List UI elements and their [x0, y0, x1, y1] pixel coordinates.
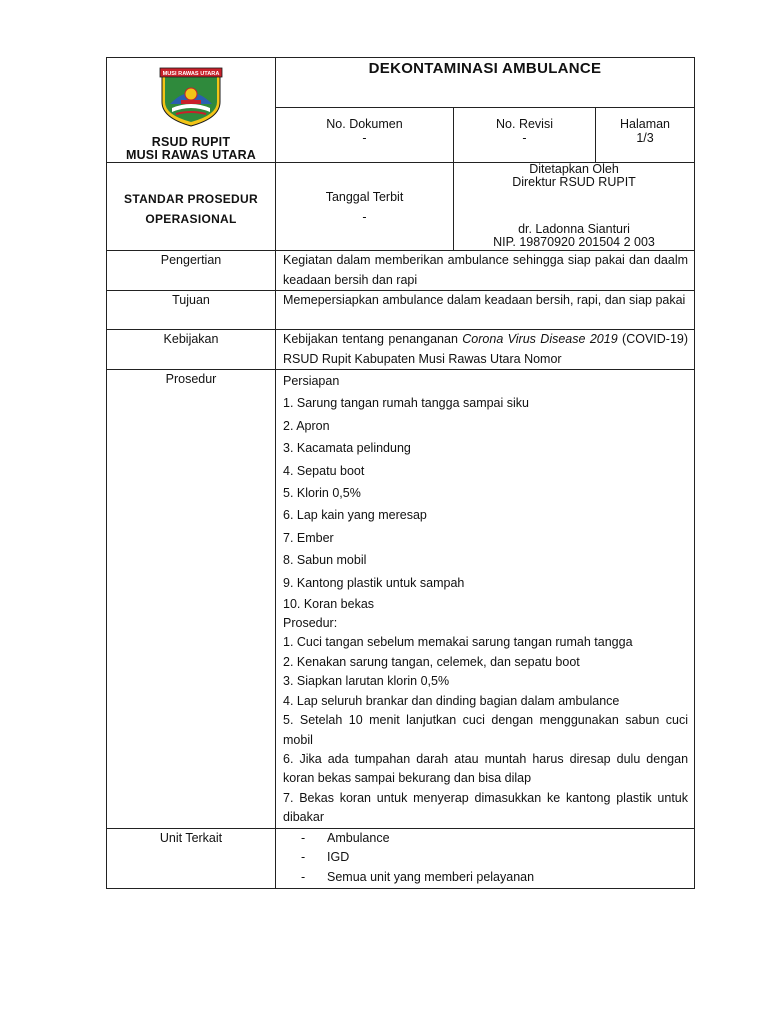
page-label: Halaman — [619, 117, 671, 132]
preparation-item: 7. Ember — [283, 530, 334, 545]
svg-text:MUSI RAWAS UTARA: MUSI RAWAS UTARA — [162, 71, 220, 77]
preparation-item: 8. Sabun mobil — [283, 553, 367, 568]
sop-title-line2: OPERASIONAL — [145, 212, 237, 226]
preparation-item: 3. Kacamata pelindung — [283, 441, 411, 456]
dash-bullet: - — [301, 830, 306, 845]
preparation-title: Persiapan — [283, 374, 340, 388]
unit-content — [276, 828, 695, 888]
unit-label: Unit Terkait — [107, 828, 276, 888]
preparation-item: 5. Klorin 0,5% — [283, 486, 361, 501]
preparation-item: 6. Lap kain yang meresap — [283, 508, 427, 523]
kebijakan-label: Kebijakan — [107, 330, 276, 370]
unit-name: Ambulance — [327, 830, 390, 845]
list-item — [276, 868, 694, 888]
document-title: DEKONTAMINASI AMBULANCE — [276, 58, 695, 108]
tujuan-text: Memepersiapkan ambulance dalam keadaan bersih, rapi, dan siap pakai — [276, 291, 695, 330]
procedure-step: 1. Cuci tangan sebelum memakai sarung tangan rumah tangga — [283, 635, 633, 650]
unit-name: IGD — [327, 850, 350, 865]
page-cell — [596, 108, 695, 163]
list-item — [276, 829, 694, 849]
revision-value: - — [522, 131, 527, 146]
preparation-item: 4. Sepatu boot — [283, 463, 365, 478]
org-region: MUSI RAWAS UTARA — [125, 148, 257, 162]
preparation-item: 9. Kantong plastik untuk sampah — [283, 575, 465, 590]
regency-emblem-icon — [156, 64, 226, 128]
regency-logo — [156, 64, 226, 128]
dash-bullet: - — [301, 850, 306, 865]
issue-date-value: - — [362, 210, 367, 224]
procedure-step: 3. Siapkan larutan klorin 0,5% — [283, 674, 450, 689]
org-name: RSUD RUPIT — [151, 135, 231, 149]
issue-date-label: Tanggal Terbit — [325, 190, 404, 204]
sop-title-line1: STANDAR PROSEDUR — [124, 192, 258, 206]
kebijakan-text-part1: Kebijakan tentang penanganan — [283, 332, 463, 346]
kebijakan-text — [276, 330, 695, 370]
prosedur-content — [276, 370, 695, 829]
kebijakan-text-italic: Corona Virus Disease 2019 — [462, 332, 618, 346]
pengertian-label: Pengertian — [107, 251, 276, 291]
sop-table — [106, 57, 695, 889]
procedure-step: 7. Bekas koran untuk menyerap dimasukkan ke kantong plastik untuk dibakar — [283, 790, 689, 825]
steps-title: Prosedur: — [283, 616, 338, 631]
preparation-item: 10. Koran bekas — [283, 597, 375, 612]
unit-name: Semua unit yang memberi pelayanan — [327, 869, 535, 884]
procedure-step: 4. Lap seluruh brankar dan dinding bagian dalam ambulance — [283, 693, 620, 708]
sop-title-cell — [107, 163, 276, 251]
preparation-item: 2. Apron — [283, 418, 330, 433]
page-value: 1/3 — [636, 131, 654, 146]
tujuan-label: Tujuan — [107, 291, 276, 330]
list-item — [276, 848, 694, 868]
approved-by-line2: Direktur RSUD RUPIT — [512, 175, 636, 189]
revision-cell — [454, 108, 596, 163]
prosedur-label: Prosedur — [107, 370, 276, 829]
procedure-step: 5. Setelah 10 menit lanjutkan cuci dengan menggunakan sabun cuci mobil — [283, 713, 689, 747]
procedure-step: 2. Kenakan sarung tangan, celemek, dan sepatu boot — [283, 654, 580, 669]
doc-number-value: - — [362, 131, 367, 146]
logo-cell — [107, 58, 276, 163]
approval-cell — [454, 163, 695, 251]
approved-by-line1: Ditetapkan Oleh — [529, 162, 619, 176]
procedure-step: 6. Jika ada tumpahan darah atau muntah harus diresap dulu dengan koran bekas sampai bekurang dan bisa dilap — [283, 751, 689, 786]
signer-nip: NIP. 19870920 201504 2 003 — [493, 235, 655, 249]
kebijakan-text-part2: (COVID-19) RSUD Rupit Kabupaten Musi Rawas Utara Nomor — [283, 332, 689, 366]
doc-number-label: No. Dokumen — [326, 117, 403, 132]
revision-label: No. Revisi — [496, 117, 553, 132]
sop-document — [106, 57, 694, 889]
signer-name: dr. Ladonna Sianturi — [518, 222, 630, 236]
preparation-item: 1. Sarung tangan rumah tangga sampai siku — [283, 396, 529, 411]
unit-list — [276, 829, 694, 888]
dash-bullet: - — [301, 869, 306, 884]
issue-date-cell — [276, 163, 454, 251]
doc-number-cell — [276, 108, 454, 163]
pengertian-text: Kegiatan dalam memberikan ambulance sehingga siap pakai dan daalm keadaan bersih dan rapi — [276, 251, 695, 291]
